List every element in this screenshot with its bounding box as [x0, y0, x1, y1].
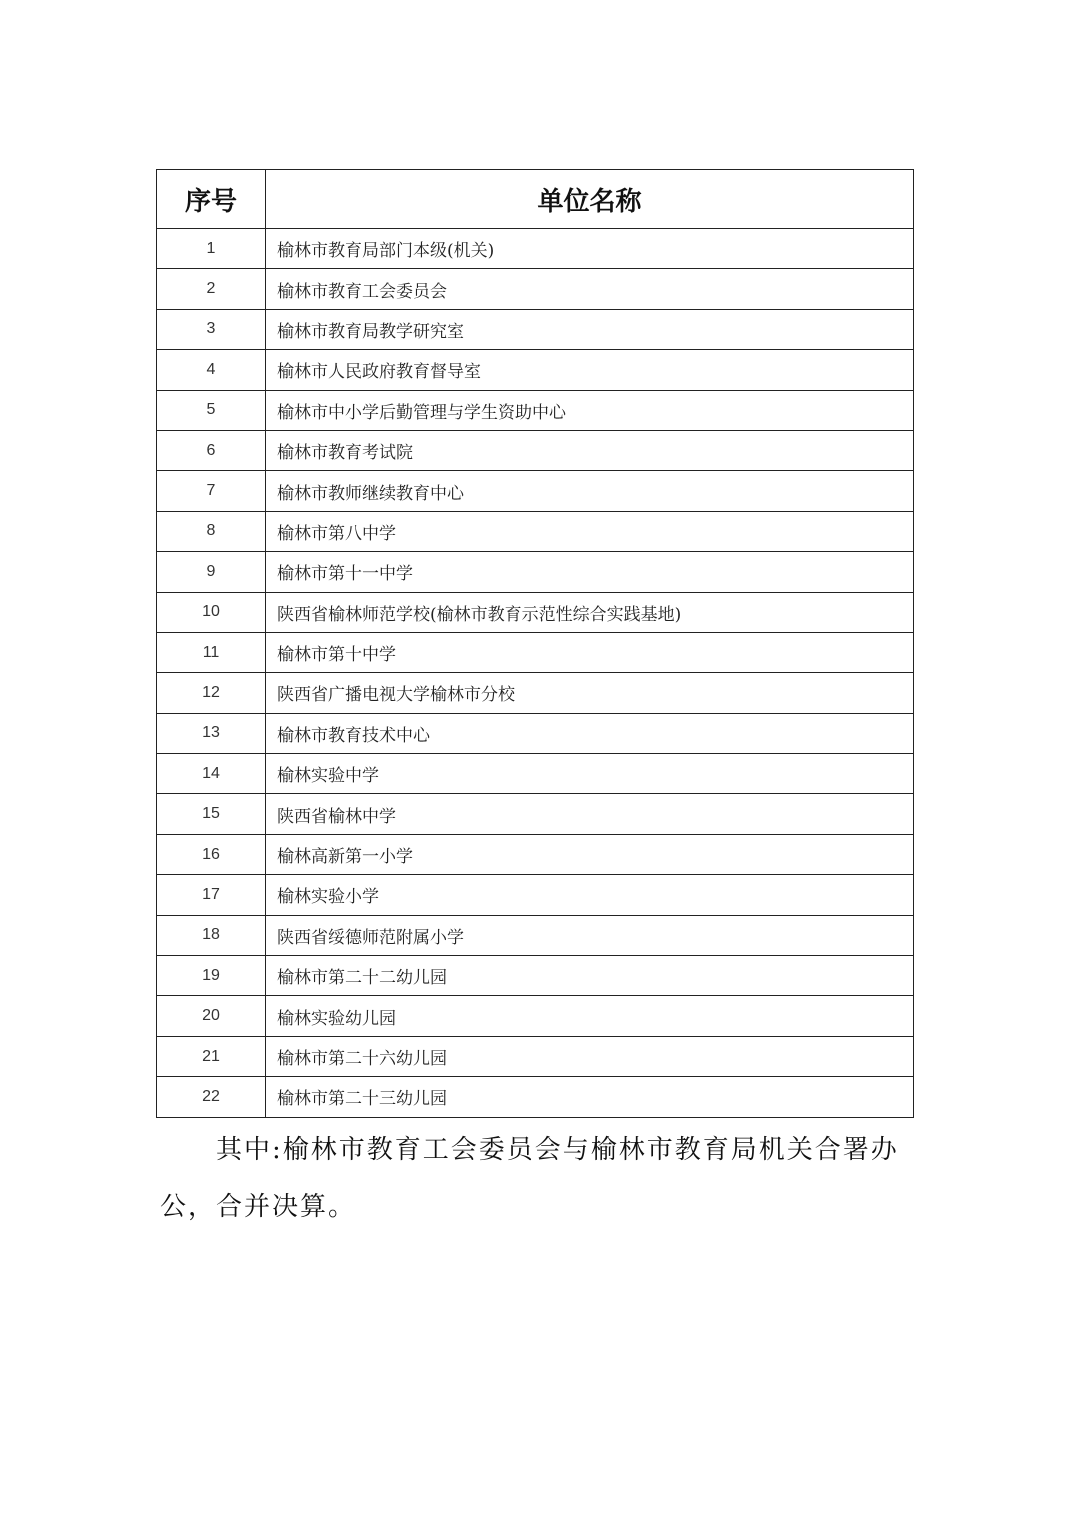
row-unit-name: 榆林市第二十六幼儿园	[266, 1036, 914, 1076]
row-unit-name: 榆林市教育考试院	[266, 430, 914, 470]
row-serial-number: 19	[157, 956, 266, 996]
row-unit-name: 陕西省绥德师范附属小学	[266, 915, 914, 955]
table-body	[157, 229, 914, 1118]
row-unit-name: 榆林市教师继续教育中心	[266, 471, 914, 511]
row-serial-number: 7	[157, 471, 266, 511]
row-serial-number: 6	[157, 430, 266, 470]
row-serial-number: 1	[157, 229, 266, 269]
table-row	[157, 632, 914, 672]
table-row	[157, 229, 914, 269]
row-serial-number: 21	[157, 1036, 266, 1076]
row-unit-name: 榆林市教育局部门本级(机关)	[266, 229, 914, 269]
row-serial-number: 3	[157, 309, 266, 349]
row-serial-number: 18	[157, 915, 266, 955]
row-serial-number: 4	[157, 350, 266, 390]
table-row	[157, 875, 914, 915]
row-unit-name: 榆林市第二十二幼儿园	[266, 956, 914, 996]
table-row	[157, 915, 914, 955]
table-row	[157, 1036, 914, 1076]
row-serial-number: 17	[157, 875, 266, 915]
row-unit-name: 榆林市第十中学	[266, 632, 914, 672]
row-serial-number: 2	[157, 269, 266, 309]
table-row	[157, 390, 914, 430]
row-serial-number: 9	[157, 552, 266, 592]
row-unit-name: 榆林市第八中学	[266, 511, 914, 551]
row-serial-number: 11	[157, 632, 266, 672]
row-unit-name: 陕西省广播电视大学榆林市分校	[266, 673, 914, 713]
note-paragraph: 其中:榆林市教育工会委员会与榆林市教育局机关合署办公，合并决算。	[160, 1135, 899, 1222]
row-serial-number: 14	[157, 754, 266, 794]
row-unit-name: 榆林市教育局教学研究室	[266, 309, 914, 349]
row-serial-number: 15	[157, 794, 266, 834]
row-unit-name: 陕西省榆林师范学校(榆林市教育示范性综合实践基地)	[266, 592, 914, 632]
row-unit-name: 榆林市人民政府教育督导室	[266, 350, 914, 390]
row-unit-name: 榆林实验小学	[266, 875, 914, 915]
table-row	[157, 592, 914, 632]
row-unit-name: 榆林市第二十三幼儿园	[266, 1077, 914, 1117]
table-row	[157, 309, 914, 349]
header-unit-name: 单位名称	[266, 170, 914, 229]
table-row	[157, 471, 914, 511]
table-row	[157, 269, 914, 309]
table-row	[157, 552, 914, 592]
row-unit-name: 榆林实验中学	[266, 754, 914, 794]
row-unit-name: 榆林市教育工会委员会	[266, 269, 914, 309]
table-row	[157, 1077, 914, 1117]
table-row	[157, 834, 914, 874]
row-unit-name: 榆林实验幼儿园	[266, 996, 914, 1036]
row-unit-name: 榆林市第十一中学	[266, 552, 914, 592]
row-serial-number: 20	[157, 996, 266, 1036]
row-serial-number: 5	[157, 390, 266, 430]
row-unit-name: 榆林市教育技术中心	[266, 713, 914, 753]
row-unit-name: 榆林高新第一小学	[266, 834, 914, 874]
table-row	[157, 794, 914, 834]
row-serial-number: 13	[157, 713, 266, 753]
row-serial-number: 16	[157, 834, 266, 874]
table-header-row	[157, 170, 914, 229]
table-row	[157, 350, 914, 390]
table-row	[157, 956, 914, 996]
unit-list-table	[156, 169, 914, 1118]
header-serial-number: 序号	[157, 170, 266, 229]
table-row	[157, 673, 914, 713]
row-serial-number: 22	[157, 1077, 266, 1117]
table-row	[157, 511, 914, 551]
table-row	[157, 754, 914, 794]
table-row	[157, 996, 914, 1036]
table-row	[157, 713, 914, 753]
row-serial-number: 10	[157, 592, 266, 632]
row-unit-name: 陕西省榆林中学	[266, 794, 914, 834]
row-serial-number: 12	[157, 673, 266, 713]
row-serial-number: 8	[157, 511, 266, 551]
table-row	[157, 430, 914, 470]
row-unit-name: 榆林市中小学后勤管理与学生资助中心	[266, 390, 914, 430]
